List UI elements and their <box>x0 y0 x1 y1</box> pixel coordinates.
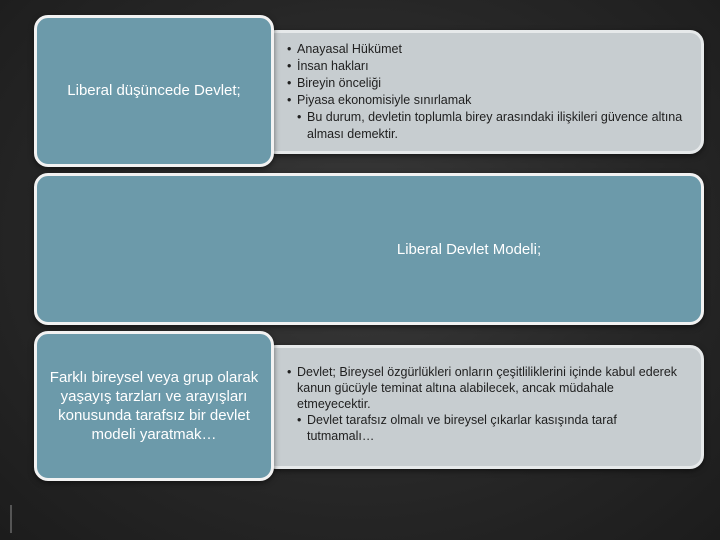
bottom-left-text: Farklı bireysel veya grup olarak yaşayış tarzları ve arayışları konusunda tarafsız bir devlet modeli yaratmak… <box>49 369 259 443</box>
background-decoration <box>10 505 26 533</box>
top-left-text: Liberal düşüncede Devlet; <box>67 82 241 99</box>
middle-box <box>34 173 704 325</box>
sub-bullet-item: • Bu durum, devletin toplumla birey arasındaki ilişkileri güvence altına alması demektir. <box>297 109 689 143</box>
bullet-item: • Piyasa ekonomisiyle sınırlamak <box>287 92 689 109</box>
top-left-box <box>34 15 274 167</box>
bullet-item: • İnsan hakları <box>287 58 689 75</box>
bullet-item: • Devlet; Bireysel özgürlükleri onların çeşitliliklerini içinde kabul ederek kanun gücüyle teminat altına alabilecek, ancak müdahale etmeyecektir. <box>287 364 687 412</box>
bottom-right-panel <box>262 345 704 469</box>
bottom-left-box <box>34 331 274 481</box>
bullet-item: • Bireyin önceliği <box>287 75 689 92</box>
bullet-item: • Anayasal Hükümet <box>287 41 689 58</box>
bottom-right-bullet-list <box>287 364 687 444</box>
middle-text: Liberal Devlet Modeli; <box>396 240 542 258</box>
sub-bullet-item: • Devlet tarafsız olmalı ve bireysel çıkarlar kasışında taraf tutmamalı… <box>297 412 687 444</box>
top-right-panel <box>262 30 704 154</box>
top-right-bullet-list <box>287 41 689 143</box>
